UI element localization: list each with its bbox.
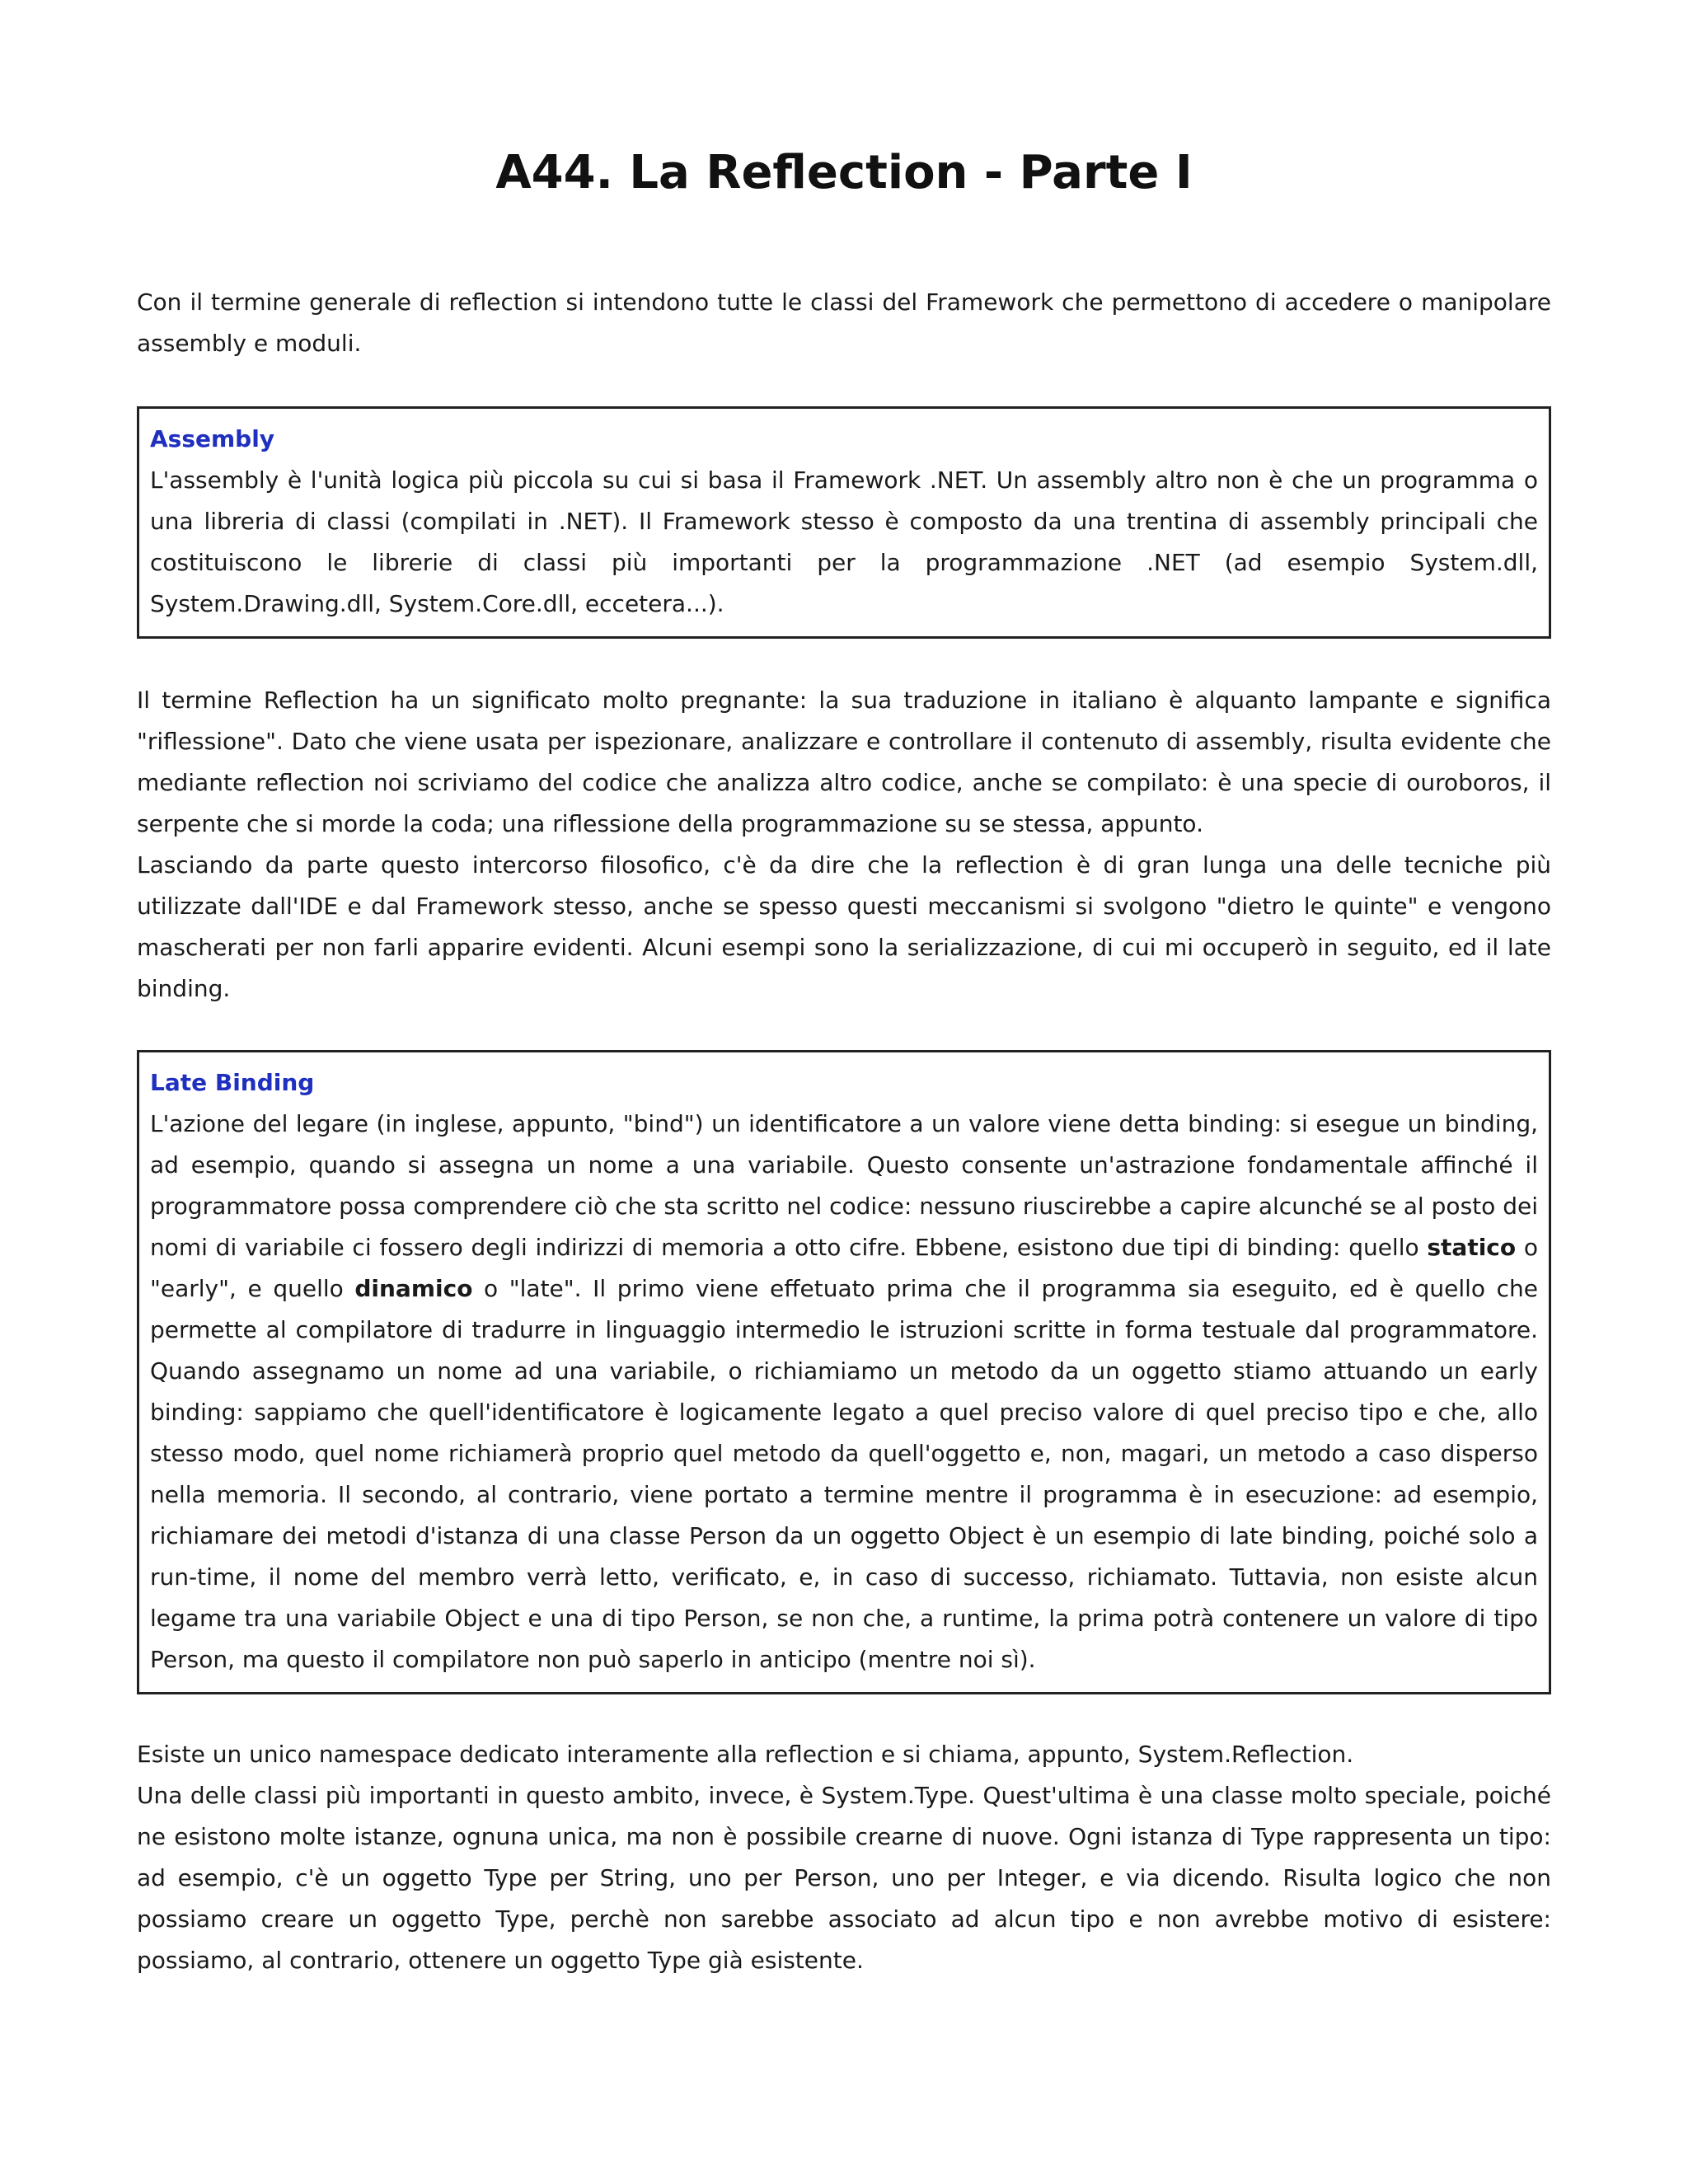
namespace-paragraph: Esiste un unico namespace dedicato interamente alla reflection e si chiama, appunto, System.Reflection. <box>137 1741 1354 1768</box>
reflection-paragraph-2: Lasciando da parte questo intercorso filosofico, c'è da dire che la reflection è di gran lunga una delle tecniche più utilizzate dall'IDE e dal Framework stesso, anche se spesso questi meccanismi si svolgono "dietro le quinte" e vengono mascherati per non farli apparire evidenti. Alcuni esempi sono la serializzazione, di cui mi occuperò in seguito, ed il late binding. <box>137 851 1551 1002</box>
closing-section <box>137 1734 1551 1981</box>
late-binding-definition-box <box>137 1050 1551 1694</box>
late-binding-text-part-2: o "early", e quello <box>150 1234 1539 1302</box>
term-dinamico: dinamico <box>354 1275 473 1302</box>
late-binding-text-part-3: o "late". Il primo viene effetuato prima che il programma sia eseguito, ed è quello che permette al compilatore di tradurre in linguaggio intermedio le istruzioni scritte in forma testuale dal programmatore. Quando assegnamo un nome ad una variabile, o richiamiamo un metodo da un oggetto stiamo attuando un early binding: sappiamo che quell'identificatore è logicamente legato a quel preciso valore di quel preciso tipo e che, allo stesso modo, quel nome richiamerà proprio quel metodo da quell'oggetto e, non, magari, un metodo a caso disperso nella memoria. Il secondo, al contrario, viene portato a termine mentre il programma è in esecuzione: ad esempio, richiamare dei metodi d'istanza di una classe Person da un oggetto Object è un esempio di late binding, poiché solo a run-time, il nome del membro verrà letto, verificato, e, in caso di successo, richiamato. Tuttavia, non esiste alcun legame tra una variabile Object e una di tipo Person, se non che, a runtime, la prima potrà contenere un valore di tipo Person, ma questo il compilatore non può saperlo in anticipo (mentre noi sì). <box>150 1275 1538 1673</box>
term-statico: statico <box>1427 1234 1517 1261</box>
system-type-paragraph: Una delle classi più importanti in questo ambito, invece, è System.Type. Quest'ultima è una classe molto speciale, poiché ne esistono molte istanze, ognuna unica, ma non è possibile crearne di nuove. Ogni istanza di Type rappresenta un tipo: ad esempio, c'è un oggetto Type per String, uno per Person, uno per Integer, e via dicendo. Risulta logico che non possiamo creare un oggetto Type, perchè non sarebbe associato ad alcun tipo e non avrebbe motivo di esistere: possiamo, al contrario, ottenere un oggetto Type già esistente. <box>137 1782 1551 1974</box>
page-title: A44. La Reflection - Parte I <box>495 146 1193 199</box>
assembly-definition-box <box>137 406 1551 639</box>
assembly-box-heading: Assembly <box>150 425 275 452</box>
late-binding-box-heading: Late Binding <box>150 1069 315 1096</box>
assembly-box-text: L'assembly è l'unità logica più piccola su cui si basa il Framework .NET. Un assembly altro non è che un programma o una libreria di classi (compilati in .NET). Il Framework stesso è composto da una trentina di assembly principali che costituiscono le librerie di classi più importanti per la programmazione .NET (ad esempio System.dll, System.Drawing.dll, System.Core.dll, eccetera...). <box>150 466 1538 617</box>
reflection-paragraph-1: Il termine Reflection ha un significato molto pregnante: la sua traduzione in italiano è alquanto lampante e significa "riflessione". Dato che viene usata per ispezionare, analizzare e controllare il contenuto di assembly, risulta evidente che mediante reflection noi scriviamo del codice che analizza altro codice, anche se compilato: è una specie di ouroboros, il serpente che si morde la coda; una riflessione della programmazione su se stessa, appunto. <box>137 687 1551 837</box>
document-page <box>137 0 1551 1981</box>
late-binding-box-text <box>150 1104 1538 1680</box>
intro-paragraph: Con il termine generale di reflection si intendono tutte le classi del Framework che permettono di accedere o manipolare assembly e moduli. <box>137 288 1551 357</box>
late-binding-text-part-1: L'azione del legare (in inglese, appunto, "bind") un identificatore a un valore viene detta binding: si esegue un binding, ad esempio, quando si assegna un nome a una variabile. Questo consente un'astrazione fondamentale affinché il programmatore possa comprendere ciò che sta scritto nel codice: nessuno riuscirebbe a capire alcunché se al posto dei nomi di variabile ci fossero degli indirizzi di memoria a otto cifre. Ebbene, esistono due tipi di binding: quello <box>150 1110 1538 1261</box>
reflection-section <box>137 680 1551 1010</box>
